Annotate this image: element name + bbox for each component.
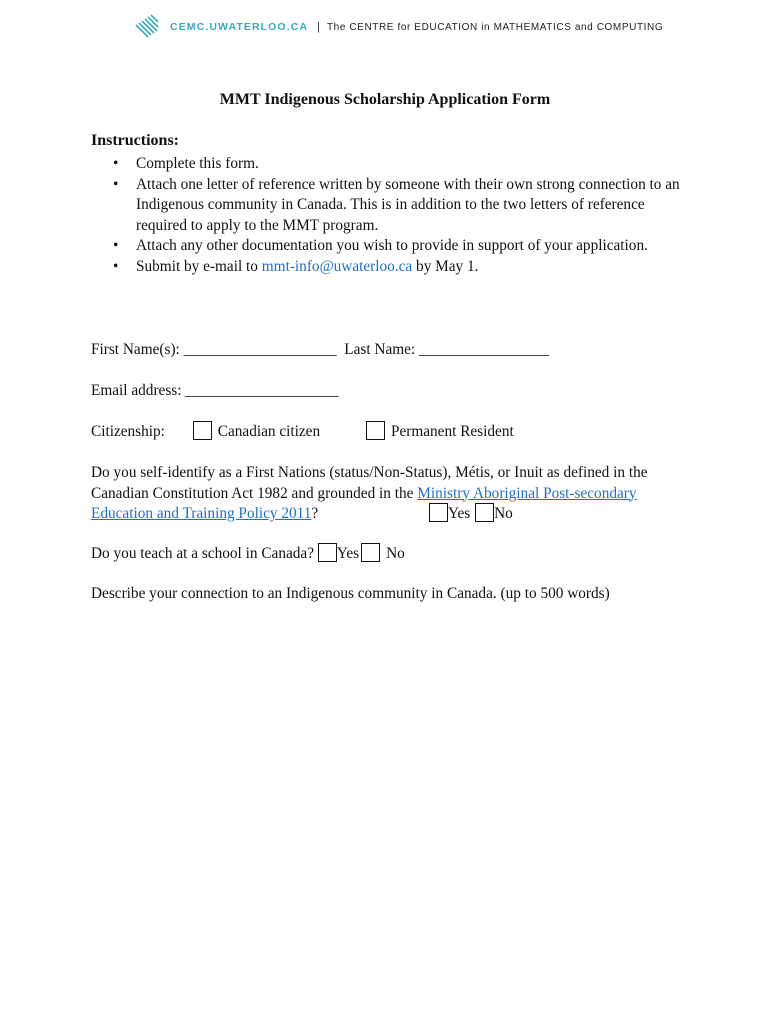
- identify-options: [429, 503, 513, 525]
- teach-yes-checkbox[interactable]: [318, 543, 337, 562]
- cemc-logo-icon: [134, 13, 160, 41]
- centre-name: The CENTRE for EDUCATION in MATHEMATICS and COMPUTING: [326, 21, 664, 33]
- instructions-list: [91, 154, 691, 277]
- first-name-field[interactable]: First Name(s): ____________________: [91, 341, 337, 358]
- instructions-heading: Instructions:: [91, 132, 180, 149]
- brand-link[interactable]: CEMC.UWATERLOO.CA: [170, 21, 309, 33]
- teach-yes-label: Yes: [336, 545, 360, 562]
- citizenship-label: Citizenship:: [91, 423, 165, 440]
- list-item: • Complete this form.: [91, 154, 691, 175]
- canadian-citizen-label: Canadian citizen: [217, 423, 321, 440]
- header-separator: |: [317, 21, 320, 33]
- last-name-field[interactable]: Last Name: _________________: [344, 341, 550, 358]
- identify-yes-label: Yes: [448, 505, 471, 522]
- email-row: [91, 381, 338, 402]
- teach-no-checkbox[interactable]: [361, 543, 380, 562]
- page-title: MMT Indigenous Scholarship Application Form: [219, 91, 551, 108]
- page-header: [134, 12, 663, 42]
- identify-no-label: No: [494, 505, 513, 522]
- canadian-citizen-checkbox[interactable]: [193, 421, 212, 440]
- list-item: • Submit by e-mail to mmt-info@uwaterloo.ca by May 1.: [91, 257, 691, 278]
- identify-question: Do you self-identify as a First Nations (status/Non-Status), Métis, or Inuit as defined in the Canadian Constitution Act 1982 and grounded in the Ministry Aboriginal Post-secondary Education and Training Policy 2011?: [91, 464, 648, 522]
- list-item: • Attach any other documentation you wish to provide in support of your application.: [91, 236, 691, 257]
- teach-row: [91, 543, 405, 565]
- identify-yes-checkbox[interactable]: [429, 503, 448, 522]
- permanent-resident-checkbox[interactable]: [366, 421, 385, 440]
- teach-question: Do you teach at a school in Canada?: [91, 545, 314, 562]
- describe-prompt: Describe your connection to an Indigenous community in Canada. (up to 500 words): [91, 585, 610, 602]
- citizenship-row: [91, 421, 514, 443]
- name-row: [91, 340, 549, 361]
- identify-no-checkbox[interactable]: [475, 503, 494, 522]
- policy-link[interactable]: Ministry Aboriginal Post-secondary Education and Training Policy 2011: [91, 484, 637, 522]
- permanent-resident-label: Permanent Resident: [390, 423, 514, 440]
- email-link[interactable]: mmt-info@uwaterloo.ca: [261, 257, 413, 275]
- teach-no-label: No: [386, 545, 405, 562]
- list-item: • Attach one letter of reference written by someone with their own strong connection to an Indigenous community in Canada. This is in addition to the two letters of reference required to apply to the MMT program.: [91, 175, 691, 237]
- email-field[interactable]: Email address: ____________________: [91, 382, 339, 399]
